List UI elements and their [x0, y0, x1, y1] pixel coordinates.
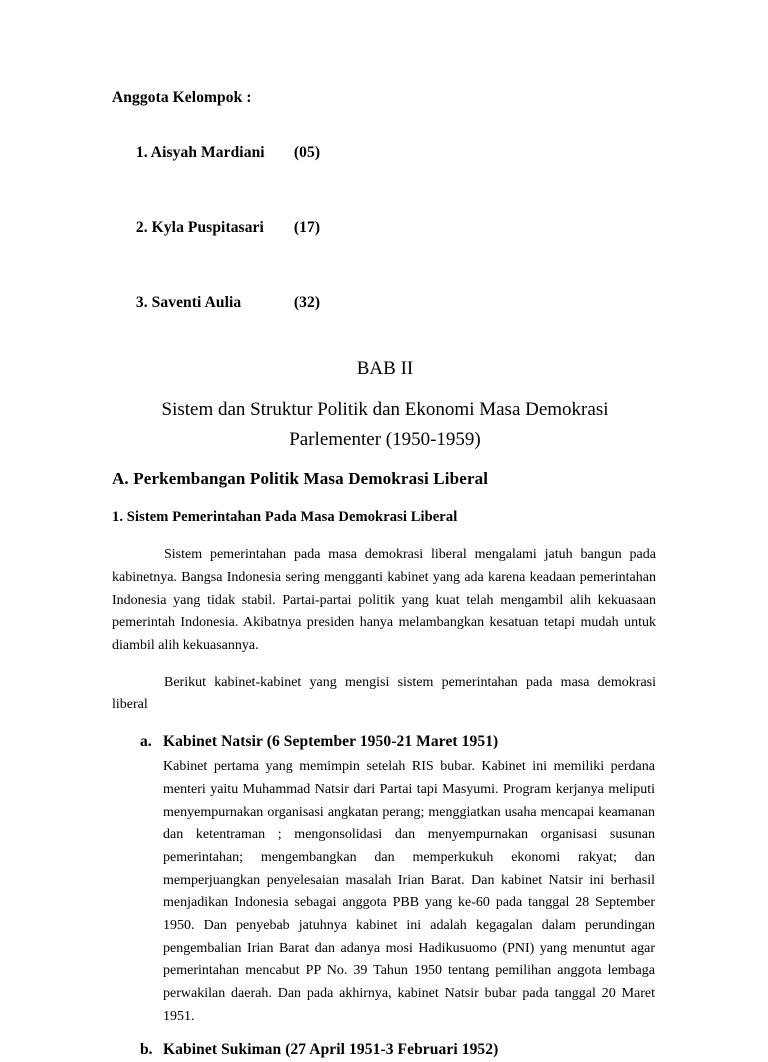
cabinet-heading: Kabinet Natsir (6 September 1950-21 Maret 1951): [163, 732, 499, 750]
cabinet-heading: Kabinet Sukiman (27 April 1951-3 Februari 1952): [163, 1041, 499, 1059]
list-item: [112, 1039, 658, 1061]
body-paragraph: Berikut kabinet-kabinet yang mengisi sistem pemerintahan pada masa demokrasi liberal: [112, 674, 656, 713]
member-code: (32): [293, 293, 321, 311]
member-name: 3. Saventi Aulia: [135, 293, 242, 311]
group-members-title: Anggota Kelompok :: [112, 89, 252, 106]
list-item: [112, 125, 658, 181]
group-members-block: [112, 88, 658, 331]
cabinet-body: Kabinet pertama yang memimpin setelah RIS bubar. Kabinet ini memiliki perdana menteri yaitu Muhammad Natsir dari Partai tapi Masyumi. Program kerjanya meliputi menyempurnakan organisasi angkatan perang; menggiatkan usaha mencapai keamanan dan ketentraman ; mengonsolidasi dan menyempurnakan organisasi susunan pemerintahan; mengembangkan dan memperkukuh ekonomi rakyat; dan memperjuangkan penyelesaian masalah Irian Barat. Dan kabinet Natsir ini berhasil menjadikan Indonesia sebagai anggota PBB yang ke-60 pada tanggal 28 September 1950. Dan penyebab jatuhnya kabinet ini adalah kegagalan dalam perundingan pengembalian Irian Barat dan adanya mosi Hadikusuomo (PNI) yang menuntut agar pemerintahan mencabut PP No. 39 Tahun 1950 tentang pemilihan anggota lembaga perwakilan daerah. Dan pada akhirnya, kabinet Natsir bubar pada tanggal 20 Maret 1951.: [163, 759, 655, 1024]
page-title: Sistem dan Struktur Politik dan Ekonomi Masa Demokrasi Parlementer (1950-1959): [161, 399, 609, 450]
cabinet-list: [112, 731, 658, 1062]
section-heading-a: A. Perkembangan Politik Masa Demokrasi Liberal: [112, 469, 489, 489]
subsection-heading-1: 1. Sistem Pemerintahan Pada Masa Demokrasi Liberal: [112, 509, 458, 526]
member-name: 1. Aisyah Mardiani: [135, 143, 265, 161]
spacer: [112, 1030, 658, 1039]
list-marker: b.: [140, 1041, 153, 1059]
list-marker: a.: [140, 732, 152, 750]
member-code: (05): [293, 143, 321, 161]
list-item: [112, 200, 658, 256]
list-item: [112, 731, 658, 1029]
body-paragraph: Sistem pemerintahan pada masa demokrasi liberal mengalami jatuh bangun pada kabinetnya. Bangsa Indonesia sering mengganti kabinet yang ada karena keadaan pemerintahan Indonesia yang tidak stabil. Partai-partai politik yang kuat telah mengambil alih kekuasaan pemerintah Indonesia. Akibatnya presiden hanya melambangkan kesatuan tetapi mudah untuk diambil alih kekuasannya.: [112, 547, 656, 653]
member-code: (17): [293, 218, 321, 236]
chapter-label: BAB II: [356, 357, 414, 379]
list-item: [112, 275, 658, 331]
member-name: 2. Kyla Puspitasari: [135, 218, 264, 236]
